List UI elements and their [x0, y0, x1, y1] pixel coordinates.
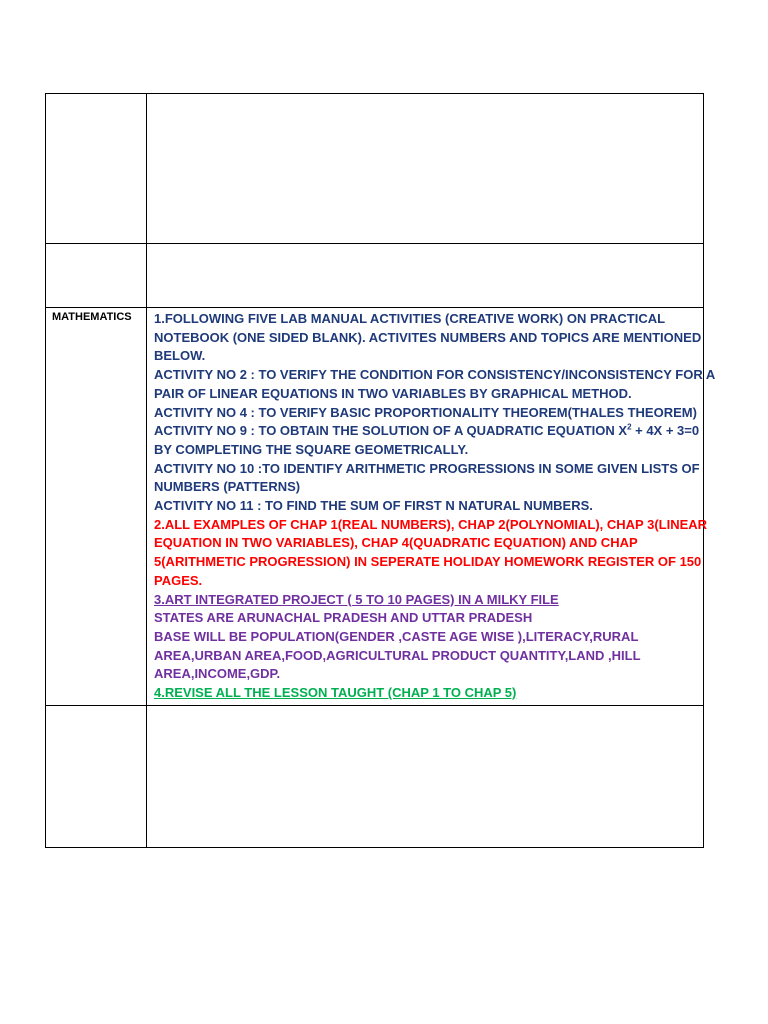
activity-2-line: ACTIVITY NO 2 : TO VERIFY THE CONDITION FOR CONSISTENCY/INCONSISTENCY FOR A [154, 367, 716, 383]
item2-line: PAGES. [154, 572, 203, 588]
item2-line: 5(ARITHMETIC PROGRESSION) IN SEPERATE HOLIDAY HOMEWORK REGISTER OF 150 [154, 554, 702, 570]
item1-line: BELOW. [154, 348, 206, 364]
homework-table [45, 93, 716, 848]
item3-heading: 3.ART INTEGRATED PROJECT ( 5 TO 10 PAGES) IN A MILKY FILE [154, 591, 559, 607]
table-row [46, 705, 704, 847]
activity-9-text: ACTIVITY NO 9 : TO OBTAIN THE SOLUTION OF A QUADRATIC EQUATION X [154, 423, 628, 439]
item3-line: STATES ARE ARUNACHAL PRADESH AND UTTAR PRADESH [154, 610, 533, 626]
item4-heading: 4.REVISE ALL THE LESSON TAUGHT (CHAP 1 TO CHAP 5) [154, 685, 517, 701]
activity-4-line: ACTIVITY NO 4 : TO VERIFY BASIC PROPORTIONALITY THEOREM(THALES THEOREM) [154, 404, 697, 420]
subject-label: MATHEMATICS [52, 311, 132, 323]
activity-9-line [154, 422, 700, 441]
activity-9-text-end: + 4X + 3=0 [631, 423, 700, 439]
item3-line: AREA,URBAN AREA,FOOD,AGRICULTURAL PRODUCT QUANTITY,LAND ,HILL [154, 647, 641, 663]
item1-line: NOTEBOOK (ONE SIDED BLANK). ACTIVITES NUMBERS AND TOPICS ARE MENTIONED [154, 329, 702, 345]
subject-cell-empty [46, 705, 147, 847]
mathematics-content-cell [147, 308, 716, 706]
activity-9-line: BY COMPLETING THE SQUARE GEOMETRICALLY. [154, 441, 469, 457]
activity-10-line: ACTIVITY NO 10 :TO IDENTIFY ARITHMETIC PROGRESSIONS IN SOME GIVEN LISTS OF [154, 460, 700, 476]
subject-cell [46, 308, 147, 706]
activity-11-line: ACTIVITY NO 11 : TO FIND THE SUM OF FIRST N NATURAL NUMBERS. [154, 498, 593, 514]
item1-line: 1.FOLLOWING FIVE LAB MANUAL ACTIVITIES (CREATIVE WORK) ON PRACTICAL [154, 311, 666, 326]
activity-10-line: NUMBERS (PATTERNS) [154, 479, 301, 495]
content-cell-empty [147, 705, 704, 847]
table-row [46, 244, 704, 308]
item3-line: BASE WILL BE POPULATION(GENDER ,CASTE AGE WISE ),LITERACY,RURAL [154, 628, 639, 644]
item3-line: AREA,INCOME,GDP. [154, 666, 281, 682]
table-row [46, 94, 704, 244]
activity-2-line: PAIR OF LINEAR EQUATIONS IN TWO VARIABLES BY GRAPHICAL METHOD. [154, 385, 632, 401]
table-row-mathematics [46, 308, 704, 706]
content-cell-empty [147, 94, 704, 244]
subject-cell-empty [46, 244, 147, 308]
subject-cell-empty [46, 94, 147, 244]
activity-9-exponent: 2 [627, 422, 632, 432]
content-cell-empty [147, 244, 704, 308]
item2-line: 2.ALL EXAMPLES OF CHAP 1(REAL NUMBERS), CHAP 2(POLYNOMIAL), CHAP 3(LINEAR [154, 516, 708, 532]
item2-line: EQUATION IN TWO VARIABLES), CHAP 4(QUADRATIC EQUATION) AND CHAP [154, 535, 638, 551]
